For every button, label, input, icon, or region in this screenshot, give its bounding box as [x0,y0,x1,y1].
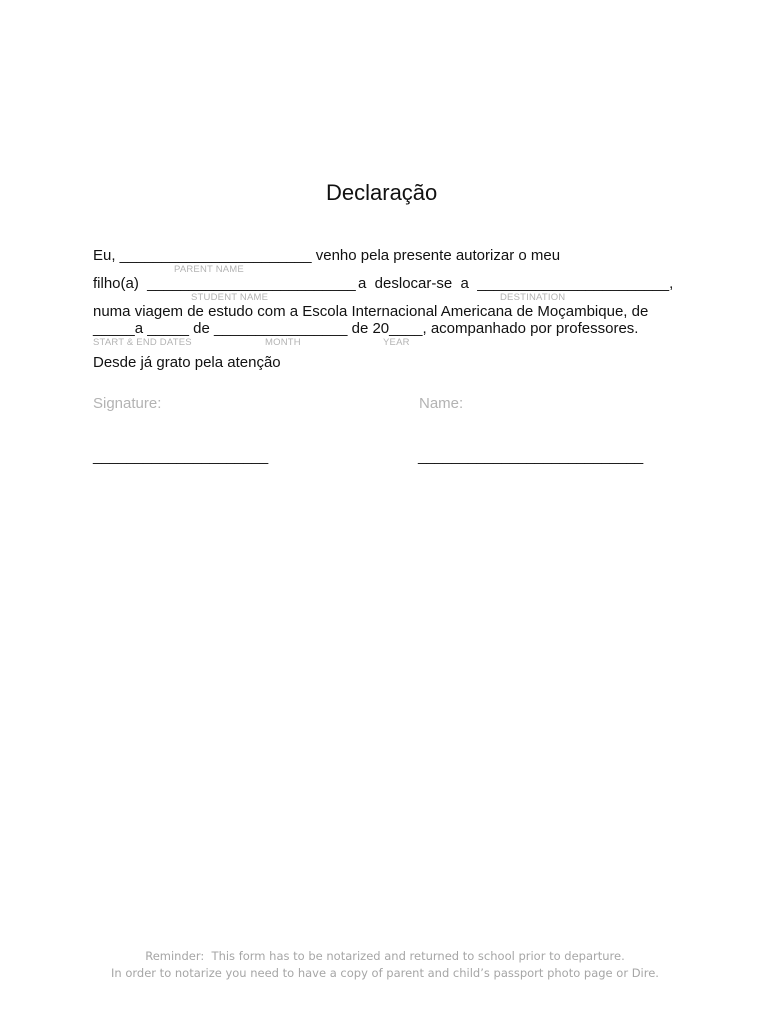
line-student-part-b: a deslocar-se a _______________________, [358,275,674,292]
footer-notarize-note: In order to notarize you need to have a copy of parent and child’s passport photo page or Dire. [111,966,659,980]
signature-label: Signature: [93,395,162,412]
line-parent-authorization: Eu, _______________________ venho pela presente autorizar o meu [93,247,561,264]
hint-student-name: STUDENT NAME [191,292,269,303]
closing-line: Desde já grato pela atenção [93,354,281,371]
document-title: Declaração [326,180,438,205]
hint-parent-name: PARENT NAME [174,264,244,275]
hint-year: YEAR [383,337,410,348]
hint-start-end-dates: START & END DATES [93,337,192,348]
name-line: ___________________________ [418,448,644,465]
line-trip-dates: _____a _____ de ________________ de 20____, acompanhado por professores. [93,320,639,337]
signature-line: _____________________ [93,448,269,465]
footer-reminder: Reminder: This form has to be notarized and returned to school prior to departure. [145,949,625,963]
hint-month: MONTH [265,337,301,348]
name-label: Name: [419,395,464,412]
line-student-part-a: filho(a) _________________________ [93,275,356,292]
hint-destination: DESTINATION [500,292,566,303]
line-trip-description: numa viagem de estudo com a Escola Internacional Americana de Moçambique, de [93,303,649,320]
